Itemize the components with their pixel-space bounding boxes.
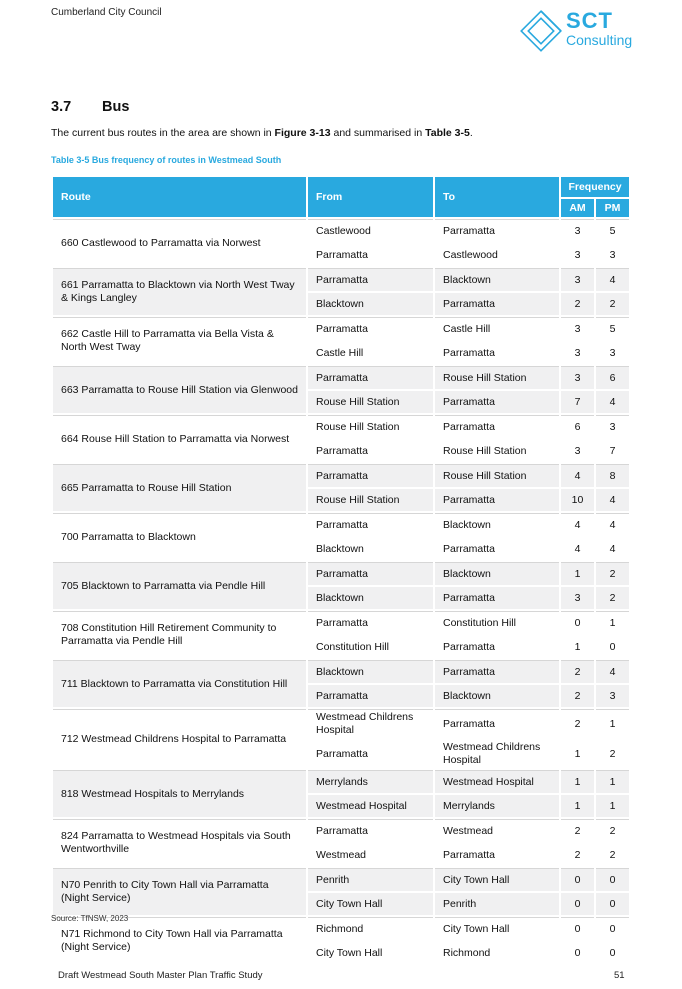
am-frequency-cell: 0	[561, 868, 594, 891]
pm-frequency-cell: 8	[596, 464, 629, 487]
organisation-name: Cumberland City Council	[51, 7, 162, 18]
am-frequency-cell: 6	[561, 415, 594, 438]
am-frequency-cell: 3	[561, 587, 594, 609]
am-frequency-cell: 0	[561, 893, 594, 915]
am-frequency-cell: 0	[561, 942, 594, 964]
am-frequency-cell: 7	[561, 391, 594, 413]
to-cell: Blacktown	[435, 562, 559, 585]
header-pm: PM	[596, 199, 629, 217]
pm-frequency-cell: 0	[596, 917, 629, 940]
am-frequency-cell: 3	[561, 244, 594, 266]
from-cell: Parramatta	[308, 244, 433, 266]
route-name-cell: 663 Parramatta to Rouse Hill Station via Glenwood	[53, 366, 306, 413]
table-row	[53, 562, 629, 585]
am-frequency-cell: 3	[561, 366, 594, 389]
section-heading	[51, 99, 129, 115]
table-row	[53, 868, 629, 891]
to-cell: Castlewood	[435, 244, 559, 266]
intro-text-2: and summarised in	[330, 127, 426, 139]
am-frequency-cell: 2	[561, 660, 594, 683]
to-cell: Parramatta	[435, 538, 559, 560]
to-cell: Parramatta	[435, 636, 559, 658]
pm-frequency-cell: 2	[596, 819, 629, 842]
route-name-cell: 665 Parramatta to Rouse Hill Station	[53, 464, 306, 511]
to-cell: Blacktown	[435, 513, 559, 536]
route-name-cell: 662 Castle Hill to Parramatta via Bella Vista & North West Tway	[53, 317, 306, 364]
table-row	[53, 268, 629, 291]
section-number: 3.7	[51, 99, 72, 115]
pm-frequency-cell: 3	[596, 415, 629, 438]
pm-frequency-cell: 4	[596, 391, 629, 413]
am-frequency-cell: 1	[561, 795, 594, 817]
am-frequency-cell: 3	[561, 219, 594, 242]
am-frequency-cell: 0	[561, 611, 594, 634]
intro-text-3: .	[469, 127, 473, 139]
route-name-cell: 660 Castlewood to Parramatta via Norwest	[53, 219, 306, 266]
from-cell: Rouse Hill Station	[308, 489, 433, 511]
from-cell: Westmead Childrens Hospital	[308, 709, 433, 738]
sct-logo	[518, 8, 638, 54]
from-cell: Merrylands	[308, 770, 433, 793]
header-to: To	[435, 177, 559, 217]
from-cell: Parramatta	[308, 440, 433, 462]
figure-reference: Figure 3-13	[274, 127, 331, 139]
am-frequency-cell: 2	[561, 685, 594, 707]
from-cell: Parramatta	[308, 685, 433, 707]
table-row	[53, 611, 629, 634]
logo-primary-text: SCT	[566, 8, 613, 33]
to-cell: Rouse Hill Station	[435, 440, 559, 462]
to-cell: Rouse Hill Station	[435, 464, 559, 487]
table-row	[53, 219, 629, 242]
table-row	[53, 917, 629, 940]
to-cell: Blacktown	[435, 268, 559, 291]
route-name-cell: N71 Richmond to City Town Hall via Parramatta (Night Service)	[53, 917, 306, 964]
from-cell: Parramatta	[308, 611, 433, 634]
logo-secondary-text: Consulting	[566, 32, 633, 48]
route-name-cell: 818 Westmead Hospitals to Merrylands	[53, 770, 306, 817]
table-row	[53, 317, 629, 340]
pm-frequency-cell: 1	[596, 709, 629, 738]
am-frequency-cell: 3	[561, 342, 594, 364]
am-frequency-cell: 4	[561, 513, 594, 536]
table-reference: Table 3-5	[425, 127, 470, 139]
pm-frequency-cell: 4	[596, 538, 629, 560]
to-cell: Constitution Hill	[435, 611, 559, 634]
to-cell: Merrylands	[435, 795, 559, 817]
pm-frequency-cell: 1	[596, 611, 629, 634]
intro-text-1: The current bus routes in the area are shown in	[51, 127, 275, 139]
from-cell: Parramatta	[308, 740, 433, 768]
from-cell: Westmead Hospital	[308, 795, 433, 817]
footer-document-title: Draft Westmead South Master Plan Traffic Study	[58, 970, 263, 981]
table-caption: Table 3-5 Bus frequency of routes in Westmead South	[51, 155, 282, 165]
route-name-cell: 700 Parramatta to Blacktown	[53, 513, 306, 560]
from-cell: City Town Hall	[308, 942, 433, 964]
pm-frequency-cell: 1	[596, 770, 629, 793]
pm-frequency-cell: 4	[596, 513, 629, 536]
header-from: From	[308, 177, 433, 217]
pm-frequency-cell: 5	[596, 219, 629, 242]
am-frequency-cell: 1	[561, 770, 594, 793]
to-cell: Castle Hill	[435, 317, 559, 340]
from-cell: Rouse Hill Station	[308, 391, 433, 413]
am-frequency-cell: 1	[561, 562, 594, 585]
route-name-cell: 661 Parramatta to Blacktown via North West Tway & Kings Langley	[53, 268, 306, 315]
to-cell: Parramatta	[435, 293, 559, 315]
from-cell: Castlewood	[308, 219, 433, 242]
from-cell: Richmond	[308, 917, 433, 940]
am-frequency-cell: 2	[561, 844, 594, 866]
pm-frequency-cell: 1	[596, 795, 629, 817]
table-row	[53, 415, 629, 438]
pm-frequency-cell: 4	[596, 660, 629, 683]
pm-frequency-cell: 6	[596, 366, 629, 389]
pm-frequency-cell: 5	[596, 317, 629, 340]
diamond-logo-icon	[518, 8, 564, 54]
to-cell: Westmead Childrens Hospital	[435, 740, 559, 768]
pm-frequency-cell: 7	[596, 440, 629, 462]
from-cell: Parramatta	[308, 366, 433, 389]
header-route: Route	[53, 177, 306, 217]
am-frequency-cell: 3	[561, 317, 594, 340]
from-cell: Blacktown	[308, 538, 433, 560]
am-frequency-cell: 1	[561, 740, 594, 768]
section-title: Bus	[102, 99, 130, 115]
am-frequency-cell: 4	[561, 538, 594, 560]
from-cell: Blacktown	[308, 293, 433, 315]
from-cell: Penrith	[308, 868, 433, 891]
to-cell: City Town Hall	[435, 868, 559, 891]
pm-frequency-cell: 2	[596, 562, 629, 585]
to-cell: Parramatta	[435, 660, 559, 683]
to-cell: Parramatta	[435, 415, 559, 438]
to-cell: Parramatta	[435, 844, 559, 866]
from-cell: Parramatta	[308, 819, 433, 842]
from-cell: Parramatta	[308, 562, 433, 585]
to-cell: Westmead	[435, 819, 559, 842]
from-cell: Castle Hill	[308, 342, 433, 364]
pm-frequency-cell: 0	[596, 942, 629, 964]
am-frequency-cell: 3	[561, 440, 594, 462]
pm-frequency-cell: 2	[596, 293, 629, 315]
table-source: Source: TfNSW, 2023	[51, 914, 129, 923]
pm-frequency-cell: 0	[596, 893, 629, 915]
am-frequency-cell: 2	[561, 293, 594, 315]
am-frequency-cell: 10	[561, 489, 594, 511]
pm-frequency-cell: 2	[596, 740, 629, 768]
to-cell: Rouse Hill Station	[435, 366, 559, 389]
from-cell: Blacktown	[308, 660, 433, 683]
to-cell: Westmead Hospital	[435, 770, 559, 793]
route-name-cell: 711 Blacktown to Parramatta via Constitution Hill	[53, 660, 306, 707]
intro-paragraph	[51, 127, 473, 139]
route-name-cell: 824 Parramatta to Westmead Hospitals via South Wentworthville	[53, 819, 306, 866]
pm-frequency-cell: 3	[596, 685, 629, 707]
am-frequency-cell: 4	[561, 464, 594, 487]
to-cell: Richmond	[435, 942, 559, 964]
to-cell: Parramatta	[435, 587, 559, 609]
pm-frequency-cell: 3	[596, 342, 629, 364]
table-row	[53, 709, 629, 738]
pm-frequency-cell: 3	[596, 244, 629, 266]
to-cell: Parramatta	[435, 219, 559, 242]
table-row	[53, 366, 629, 389]
pm-frequency-cell: 4	[596, 268, 629, 291]
to-cell: Parramatta	[435, 391, 559, 413]
route-name-cell: 664 Rouse Hill Station to Parramatta via Norwest	[53, 415, 306, 462]
to-cell: Penrith	[435, 893, 559, 915]
route-name-cell: 712 Westmead Childrens Hospital to Parramatta	[53, 709, 306, 768]
route-name-cell: 708 Constitution Hill Retirement Community to Parramatta via Pendle Hill	[53, 611, 306, 658]
pm-frequency-cell: 2	[596, 844, 629, 866]
pm-frequency-cell: 0	[596, 868, 629, 891]
am-frequency-cell: 3	[561, 268, 594, 291]
from-cell: Westmead	[308, 844, 433, 866]
to-cell: City Town Hall	[435, 917, 559, 940]
from-cell: Parramatta	[308, 513, 433, 536]
am-frequency-cell: 1	[561, 636, 594, 658]
am-frequency-cell: 2	[561, 819, 594, 842]
table-row	[53, 513, 629, 536]
to-cell: Parramatta	[435, 709, 559, 738]
table-row	[53, 464, 629, 487]
table-row	[53, 660, 629, 683]
header-am: AM	[561, 199, 594, 217]
from-cell: City Town Hall	[308, 893, 433, 915]
header-frequency: Frequency	[561, 177, 629, 197]
route-name-cell: N70 Penrith to City Town Hall via Parramatta (Night Service)	[53, 868, 306, 915]
to-cell: Parramatta	[435, 342, 559, 364]
am-frequency-cell: 0	[561, 917, 594, 940]
from-cell: Rouse Hill Station	[308, 415, 433, 438]
footer-page-number: 51	[614, 970, 625, 981]
from-cell: Parramatta	[308, 464, 433, 487]
to-cell: Blacktown	[435, 685, 559, 707]
table-row	[53, 770, 629, 793]
to-cell: Parramatta	[435, 489, 559, 511]
route-name-cell: 705 Blacktown to Parramatta via Pendle Hill	[53, 562, 306, 609]
bus-frequency-table	[51, 175, 631, 966]
from-cell: Parramatta	[308, 268, 433, 291]
am-frequency-cell: 2	[561, 709, 594, 738]
table-body	[53, 219, 629, 964]
pm-frequency-cell: 4	[596, 489, 629, 511]
from-cell: Blacktown	[308, 587, 433, 609]
pm-frequency-cell: 2	[596, 587, 629, 609]
from-cell: Constitution Hill	[308, 636, 433, 658]
from-cell: Parramatta	[308, 317, 433, 340]
table-row	[53, 819, 629, 842]
pm-frequency-cell: 0	[596, 636, 629, 658]
